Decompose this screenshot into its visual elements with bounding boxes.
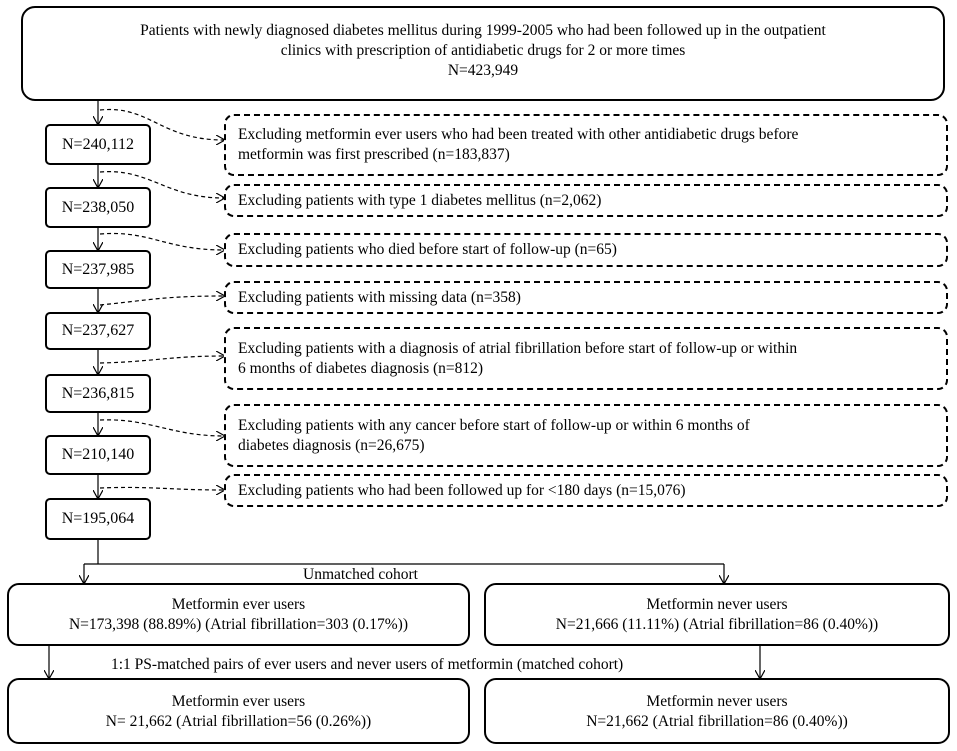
ever-users-detail: N=173,398 (88.89%) (Atrial fibrillation=303 (0.17%)) (68, 616, 409, 633)
count-value: N=236,815 (61, 384, 135, 402)
exclusion-text-line-1: Excluding patients who died before start of follow-up (n=65) (238, 241, 617, 258)
exclusion-text-line-1: Excluding metformin ever users who had been treated with other antidiabetic drugs before (238, 126, 799, 143)
exclusion-box-5 (224, 327, 948, 390)
count-value: N=238,050 (61, 198, 135, 216)
source-population-count: N=423,949 (447, 62, 519, 79)
exclusion-text-line-1: Excluding patients who had been followed up for <180 days (n=15,076) (238, 481, 686, 499)
unmatched-ever-users-box (7, 583, 470, 646)
exclusion-box-2 (224, 184, 948, 217)
exclusion-box-4 (224, 281, 948, 314)
exclusion-text-line-2: 6 months of diabetes diagnosis (n=812) (238, 359, 484, 377)
count-value: N=237,627 (61, 322, 135, 339)
exclusion-text-line-1: Excluding patients with type 1 diabetes mellitus (n=2,062) (238, 191, 602, 209)
exclusion-text-line-1: Excluding patients with missing data (n=358) (238, 288, 521, 306)
source-population-line-1: Patients with newly diagnosed diabetes mellitus during 1999-2005 who had been followed up in the outpatient (140, 22, 826, 39)
count-box-4 (45, 312, 151, 350)
exclusion-text-line-2: diabetes diagnosis (n=26,675) (238, 436, 425, 454)
exclusion-box-3 (224, 233, 948, 267)
count-box-1 (45, 124, 151, 165)
never-users-title: Metformin never users (646, 693, 788, 710)
count-value: N=237,985 (61, 260, 135, 278)
source-population-line-2: clinics with prescription of antidiabetic drugs for 2 or more times (280, 42, 686, 59)
count-value: N=240,112 (62, 135, 134, 153)
exclusion-text-line-1: Excluding patients with any cancer before start of follow-up or within 6 months of (238, 416, 750, 434)
count-box-2 (45, 187, 151, 228)
count-box-7 (45, 498, 151, 540)
matched-never-users-box (484, 678, 950, 744)
exclusion-arrows (100, 110, 224, 490)
count-box-6 (45, 435, 151, 475)
ever-users-title: Metformin ever users (171, 596, 306, 613)
exclusion-text-line-1: Excluding patients with a diagnosis of atrial fibrillation before start of follow-up or within (238, 339, 798, 357)
exclusion-box-7 (224, 474, 948, 507)
unmatched-never-users-box (484, 583, 950, 646)
ever-users-title: Metformin ever users (171, 693, 306, 710)
source-population-box (21, 6, 945, 101)
ever-users-detail: N= 21,662 (Atrial fibrillation=56 (0.26%)) (105, 713, 372, 730)
unmatched-cohort-label: Unmatched cohort (300, 566, 421, 584)
count-box-5 (45, 374, 151, 413)
exclusion-box-1 (224, 114, 948, 176)
count-box-3 (45, 250, 151, 289)
exclusion-text-line-2: metformin was first prescribed (n=183,837) (238, 146, 510, 163)
never-users-detail: N=21,662 (Atrial fibrillation=86 (0.40%)) (586, 713, 848, 730)
never-users-detail: N=21,666 (11.11%) (Atrial fibrillation=86 (0.40%)) (555, 616, 879, 633)
count-value: N=210,140 (61, 446, 135, 463)
count-value: N=195,064 (61, 510, 135, 527)
never-users-title: Metformin never users (646, 596, 788, 613)
matched-cohort-label: 1:1 PS-matched pairs of ever users and never users of metformin (matched cohort) (111, 656, 624, 673)
matched-ever-users-box (7, 678, 470, 744)
exclusion-box-6 (224, 404, 948, 467)
